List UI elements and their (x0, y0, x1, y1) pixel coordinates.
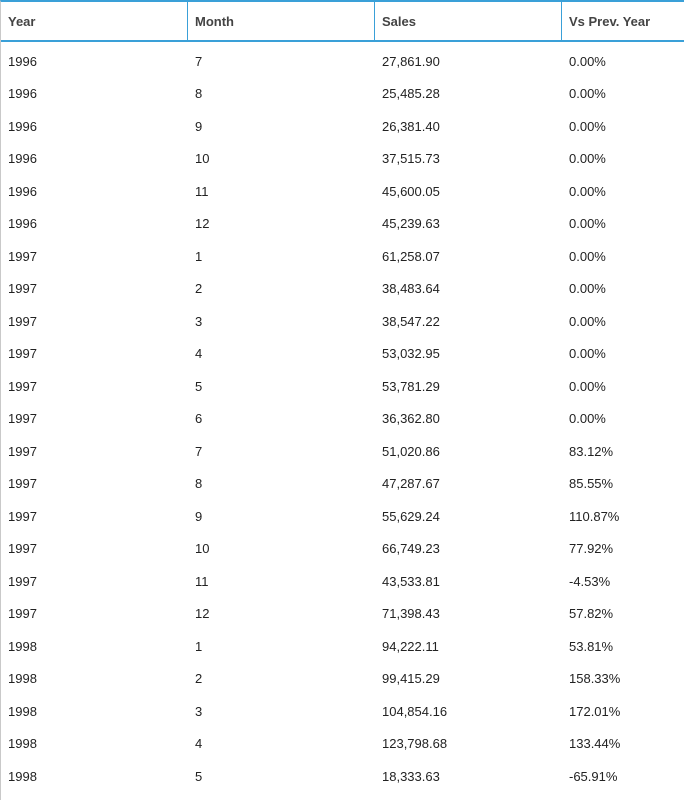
table-row[interactable] (1, 598, 684, 631)
sales-cell: 43,533.81 (382, 573, 440, 589)
sales-cell: 18,333.63 (382, 768, 440, 784)
sales-cell: 38,547.22 (382, 313, 440, 329)
vs-prev-year-cell: -4.53% (569, 573, 611, 589)
table-row[interactable] (1, 208, 684, 241)
sales-cell: 45,239.63 (382, 216, 440, 232)
sales-cell: 47,287.67 (382, 476, 440, 492)
sales-cell: 53,781.29 (382, 378, 440, 394)
month-cell: 4 (195, 736, 203, 752)
sales-cell: 45,600.05 (382, 183, 440, 199)
month-cell: 5 (195, 378, 203, 394)
sales-cell: 123,798.68 (382, 736, 448, 752)
table-body (1, 42, 684, 793)
vs-prev-year-cell: 110.87% (569, 508, 620, 524)
table-row[interactable] (1, 110, 684, 143)
table-row[interactable] (1, 338, 684, 371)
vs-prev-year-cell: 57.82% (569, 606, 614, 622)
vs-prev-year-cell: 0.00% (569, 313, 606, 329)
sales-cell: 26,381.40 (382, 118, 440, 134)
year-cell: 1997 (8, 346, 37, 362)
column-header-month[interactable]: Month (188, 2, 375, 40)
year-cell: 1997 (8, 541, 37, 557)
year-cell: 1997 (8, 606, 37, 622)
sales-cell: 71,398.43 (382, 606, 440, 622)
vs-prev-year-cell: 77.92% (569, 541, 614, 557)
table-row[interactable] (1, 565, 684, 598)
month-cell: 12 (195, 606, 210, 622)
table-row[interactable] (1, 695, 684, 728)
month-cell: 2 (195, 671, 203, 687)
year-cell: 1996 (8, 86, 37, 102)
month-cell: 1 (195, 638, 203, 654)
vs-prev-year-cell: 0.00% (569, 53, 606, 69)
year-cell: 1996 (8, 118, 37, 134)
month-cell: 2 (195, 281, 203, 297)
table-row[interactable] (1, 240, 684, 273)
sales-cell: 55,629.24 (382, 508, 440, 524)
year-cell: 1997 (8, 573, 37, 589)
year-cell: 1998 (8, 638, 37, 654)
column-header-sales[interactable]: Sales (375, 2, 562, 40)
vs-prev-year-cell: 0.00% (569, 86, 606, 102)
year-cell: 1997 (8, 508, 37, 524)
table-row[interactable] (1, 500, 684, 533)
vs-prev-year-cell: 0.00% (569, 411, 606, 427)
month-cell: 6 (195, 411, 203, 427)
vs-prev-year-cell: 85.55% (569, 476, 614, 492)
table-row[interactable] (1, 630, 684, 663)
sales-cell: 104,854.16 (382, 703, 448, 719)
month-cell: 1 (195, 248, 203, 264)
table-row[interactable] (1, 468, 684, 501)
year-cell: 1996 (8, 183, 37, 199)
year-cell: 1997 (8, 378, 37, 394)
sales-cell: 37,515.73 (382, 151, 440, 167)
vs-prev-year-cell: 53.81% (569, 638, 614, 654)
vs-prev-year-cell: 83.12% (569, 443, 614, 459)
table-row[interactable] (1, 175, 684, 208)
year-cell: 1998 (8, 736, 37, 752)
vs-prev-year-cell: -65.91% (569, 768, 618, 784)
sales-cell: 51,020.86 (382, 443, 440, 459)
sales-cell: 38,483.64 (382, 281, 440, 297)
table-row[interactable] (1, 533, 684, 566)
sales-cell: 99,415.29 (382, 671, 440, 687)
month-cell: 5 (195, 768, 203, 784)
vs-prev-year-cell: 172.01% (569, 703, 621, 719)
table-row[interactable] (1, 435, 684, 468)
column-header-year[interactable]: Year (1, 2, 188, 40)
vs-prev-year-cell: 0.00% (569, 216, 606, 232)
table-row[interactable] (1, 143, 684, 176)
year-cell: 1998 (8, 671, 37, 687)
month-cell: 8 (195, 86, 203, 102)
month-cell: 10 (195, 541, 210, 557)
column-header-vs-prev-year[interactable]: Vs Prev. Year (569, 13, 651, 29)
table-row[interactable] (1, 728, 684, 761)
year-cell: 1997 (8, 411, 37, 427)
vs-prev-year-cell: 133.44% (569, 736, 621, 752)
table-row[interactable] (1, 760, 684, 793)
vs-prev-year-cell: 0.00% (569, 118, 606, 134)
year-cell: 1996 (8, 53, 37, 69)
sales-cell: 94,222.11 (382, 638, 439, 654)
vs-prev-year-cell: 0.00% (569, 183, 606, 199)
sales-cell: 27,861.90 (382, 53, 440, 69)
vs-prev-year-cell: 0.00% (569, 248, 606, 264)
vs-prev-year-cell: 0.00% (569, 346, 606, 362)
month-cell: 10 (195, 151, 210, 167)
month-cell: 11 (195, 183, 209, 199)
month-cell: 7 (195, 443, 203, 459)
vs-prev-year-cell: 158.33% (569, 671, 621, 687)
month-cell: 11 (195, 573, 209, 589)
year-cell: 1998 (8, 703, 37, 719)
year-cell: 1996 (8, 216, 37, 232)
month-cell: 8 (195, 476, 203, 492)
table-row[interactable] (1, 305, 684, 338)
month-cell: 4 (195, 346, 203, 362)
vs-prev-year-cell: 0.00% (569, 378, 606, 394)
table-row[interactable] (1, 45, 684, 78)
month-cell: 9 (195, 118, 203, 134)
month-cell: 12 (195, 216, 210, 232)
table-header (1, 2, 684, 42)
year-cell: 1997 (8, 248, 37, 264)
month-cell: 9 (195, 508, 203, 524)
sales-cell: 25,485.28 (382, 86, 440, 102)
table-row[interactable] (1, 663, 684, 696)
year-cell: 1997 (8, 313, 37, 329)
table-row[interactable] (1, 78, 684, 111)
month-cell: 3 (195, 703, 203, 719)
year-cell: 1996 (8, 151, 37, 167)
sales-cell: 66,749.23 (382, 541, 440, 557)
sales-cell: 36,362.80 (382, 411, 440, 427)
month-cell: 7 (195, 53, 203, 69)
table-row[interactable] (1, 273, 684, 306)
year-cell: 1997 (8, 443, 37, 459)
year-cell: 1997 (8, 281, 37, 297)
table-row[interactable] (1, 370, 684, 403)
year-cell: 1998 (8, 768, 37, 784)
sales-cell: 53,032.95 (382, 346, 440, 362)
vs-prev-year-cell: 0.00% (569, 281, 606, 297)
table-row[interactable] (1, 403, 684, 436)
vs-prev-year-cell: 0.00% (569, 151, 606, 167)
sales-cell: 61,258.07 (382, 248, 440, 264)
year-cell: 1997 (8, 476, 37, 492)
month-cell: 3 (195, 313, 203, 329)
